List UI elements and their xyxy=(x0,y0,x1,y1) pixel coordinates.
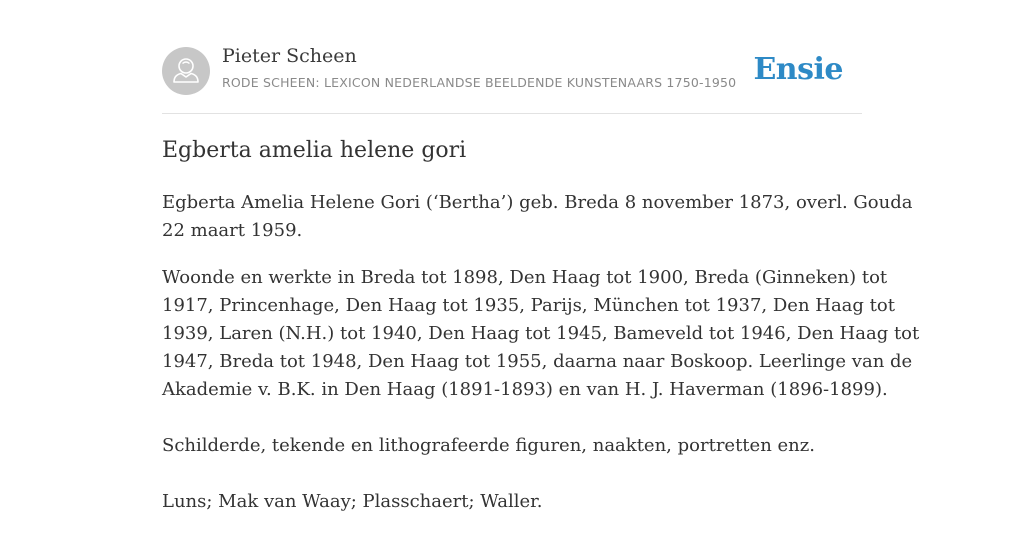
paragraph-line: 1917, Princenhage, Den Haag tot 1935, Parijs, München tot 1937, Den Haag tot xyxy=(162,295,895,316)
source-title[interactable]: RODE SCHEEN: LEXICON NEDERLANDSE BEELDENDE KUNSTENAARS 1750-1950 xyxy=(222,75,737,90)
author-name[interactable]: Pieter Scheen xyxy=(222,45,357,67)
article-header xyxy=(162,0,862,114)
paragraph-line: Luns; Mak van Waay; Plasschaert; Waller. xyxy=(162,491,543,512)
paragraph-line: 1939, Laren (N.H.) tot 1940, Den Haag tot 1945, Bameveld tot 1946, Den Haag tot xyxy=(162,323,920,344)
article-title: Egberta amelia helene gori xyxy=(162,138,467,163)
paragraph-line: Schilderde, tekende en lithografeerde figuren, naakten, portretten enz. xyxy=(162,435,815,456)
paragraph-works xyxy=(162,432,862,460)
paragraph-birth xyxy=(162,189,913,245)
paragraph-line: Egberta Amelia Helene Gori (‘Bertha’) geb. Breda 8 november 1873, overl. Gouda xyxy=(162,192,913,213)
user-silhouette-icon xyxy=(162,47,210,95)
page-container xyxy=(162,0,920,512)
paragraph-line: Akademie v. B.K. in Den Haag (1891-1893) en van H. J. Haverman (1896-1899). xyxy=(162,379,888,400)
ensie-logo[interactable]: Ensie xyxy=(753,52,843,87)
paragraph-line: Woonde en werkte in Breda tot 1898, Den Haag tot 1900, Breda (Ginneken) tot xyxy=(162,267,888,288)
paragraph-line: 22 maart 1959. xyxy=(162,220,303,241)
article-body xyxy=(162,189,920,535)
author-avatar[interactable] xyxy=(162,47,210,95)
paragraph-career xyxy=(162,264,920,404)
paragraph-line: 1947, Breda tot 1948, Den Haag tot 1955, daarna naar Boskoop. Leerlinge van de xyxy=(162,351,913,372)
